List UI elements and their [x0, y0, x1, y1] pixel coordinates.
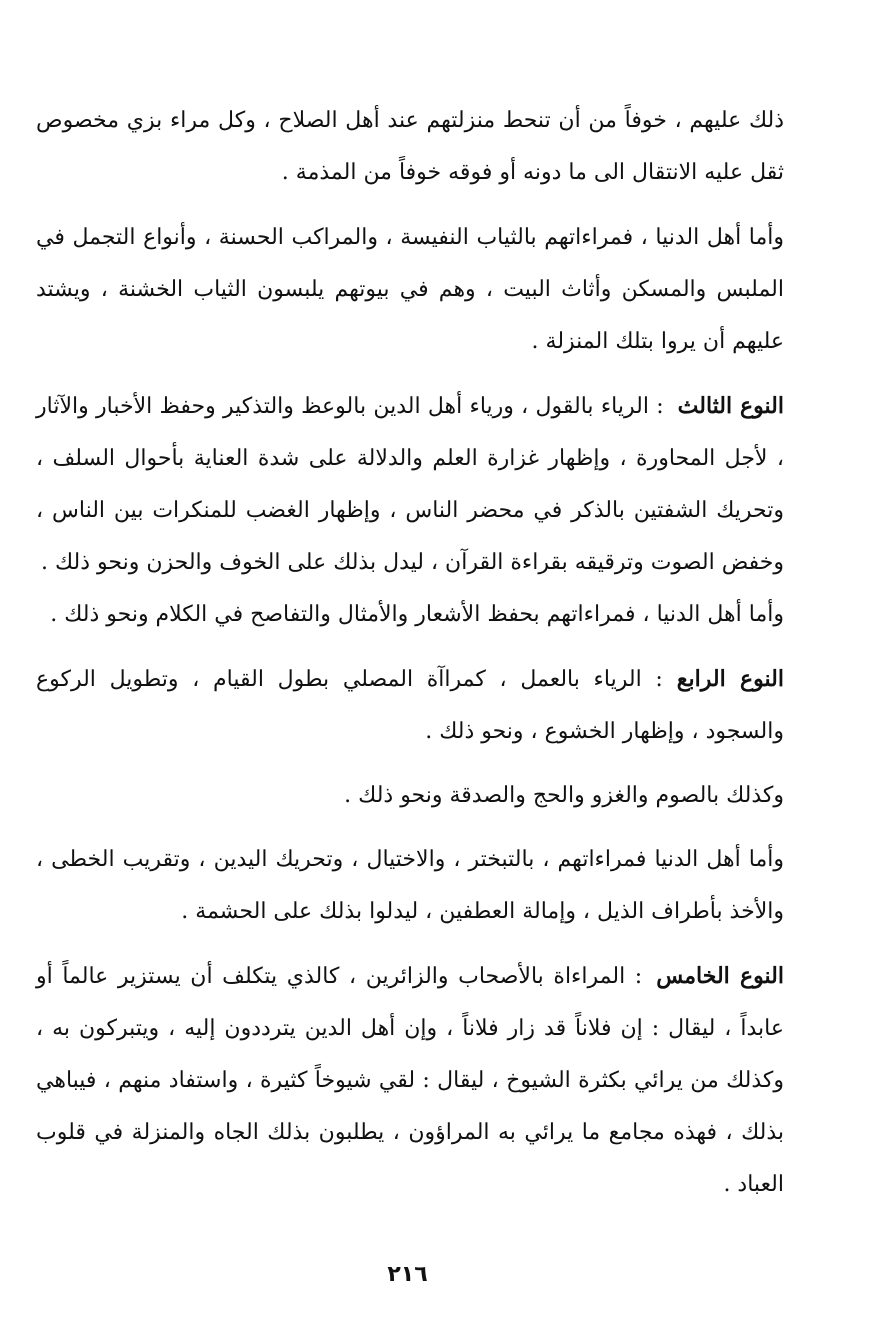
- paragraph-2-text: وأما أهل الدنيا ، فمراءاتهم بالثياب النفيسة ، والمراكب الحسنة ، وأنواع التجمل في الملبس والمسكن وأثاث البيت ، وهم في بيوتهم يلبسون الثياب الخشنة ، ويشتد عليهم أن يروا بتلك المنزلة .: [36, 225, 785, 354]
- paragraph-4-text: وأما أهل الدنيا ، فمراءاتهم بحفظ الأشعار والأمثال والتفاصح في الكلام ونحو ذلك .: [50, 602, 784, 627]
- page-number: ٢١٦: [387, 1262, 428, 1287]
- paragraph-1: [36, 95, 784, 199]
- section-heading-fourth-type: النوع الرابع: [676, 666, 784, 692]
- paragraph-3: [36, 380, 784, 589]
- paragraph-8-text: : المراءاة بالأصحاب والزائرين ، كالذي يتكلف أن يستزير عالماً أو عابداً ، ليقال : إن فلاناً قد زار فلاناً ، وإن أهل الدين يترددون إليه ، ويتبركون به ، وكذلك من يرائي بكثرة الشيوخ ، ليقال : لقي شيوخاً كثيرة ، واستفاد منهم ، فيباهي بذلك ، فهذه مجامع ما يرائي به المراؤون ، يطلبون بذلك الجاه والمنزلة في قلوب العباد .: [36, 964, 784, 1197]
- paragraph-7-text: وأما أهل الدنيا فمراءاتهم ، بالتبختر ، والاختيال ، وتحريك اليدين ، وتقريب الخطى ، والأخذ بأطراف الذيل ، وإمالة العطفين ، ليدلوا بذلك على الحشمة .: [36, 847, 784, 924]
- page-body: [36, 95, 784, 1211]
- paragraph-7: [36, 834, 784, 938]
- paragraph-1-text: ذلك عليهم ، خوفاً من أن تنحط منزلتهم عند أهل الصلاح ، وكل مراء بزي مخصوص ثقل عليه الانتقال الى ما دونه أو فوقه خوفاً من المذمة .: [36, 108, 784, 185]
- section-heading-fifth-type: النوع الخامس: [656, 963, 784, 989]
- paragraph-3-text: : الرياء بالقول ، ورياء أهل الدين بالوعظ والتذكير وحفظ الأخبار والآثار ، لأجل المحاورة ، وإظهار غزارة العلم والدلالة على شدة العناية بأحوال السلف ، وتحريك الشفتين بالذكر في محضر الناس ، وإظهار الغضب للمنكرات بين الناس ، وخفض الصوت وترقيقه بقراءة القرآن ، ليدل بذلك على الخوف والحزن ونحو ذلك .: [36, 394, 784, 575]
- paragraph-5-text: : الرياء بالعمل ، كمراآة المصلي بطول القيام ، وتطويل الركوع والسجود ، وإظهار الخشوع ، ونحو ذلك .: [36, 667, 784, 744]
- paragraph-5: [36, 653, 784, 758]
- paragraph-2: [36, 212, 784, 368]
- paragraph-6-text: وكذلك بالصوم والغزو والحج والصدقة ونحو ذلك .: [344, 783, 784, 808]
- paragraph-6: [36, 770, 784, 822]
- paragraph-4: [36, 589, 784, 641]
- section-heading-third-type: النوع الثالث: [677, 393, 784, 419]
- paragraph-8: [36, 950, 784, 1211]
